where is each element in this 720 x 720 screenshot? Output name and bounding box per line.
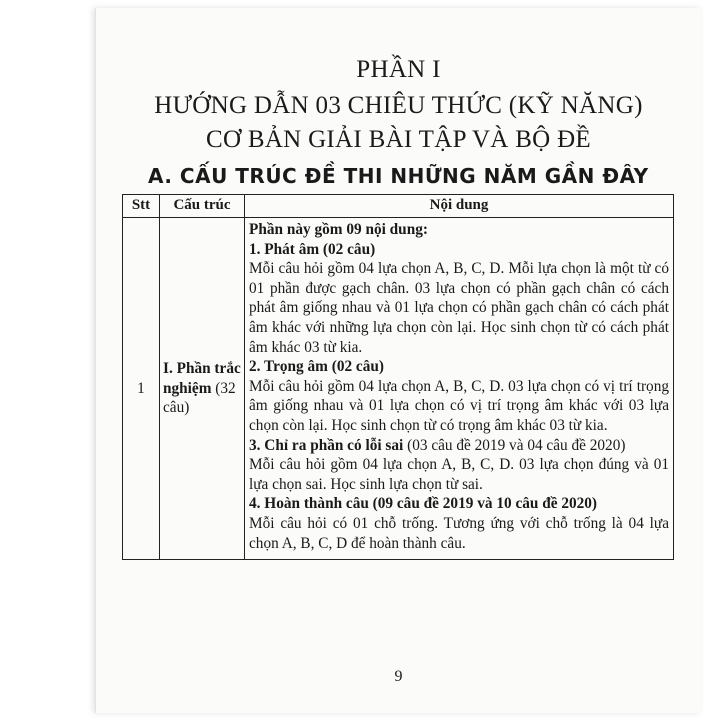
content-intro: Phần này gồm 09 nội dung: <box>249 221 428 238</box>
item-heading: 4. Hoàn thành câu (09 câu đề 2019 và 10 câu đề 2020) <box>249 495 598 513</box>
header-structure: Cấu trúc <box>160 195 245 218</box>
item-heading: 2. Trọng âm (02 câu) <box>249 358 384 376</box>
item-text: Mỗi câu hỏi gồm 04 lựa chọn A, B, C, D. 03 lựa chọn đúng và 01 lựa chọn sai. Học sinh lựa chọn từ sai. <box>249 456 669 493</box>
header-stt: Stt <box>123 195 160 218</box>
structure-count: (32 câu) <box>163 379 236 417</box>
table-row <box>123 218 674 560</box>
part-title: PHẦN I <box>356 56 441 83</box>
book-page <box>95 8 701 713</box>
header-content: Nội dung <box>245 195 674 218</box>
structure-table <box>122 194 674 560</box>
section-title: A. CẤU TRÚC ĐỀ THI NHỮNG NĂM GẦN ĐÂY <box>148 164 649 188</box>
structure-label: I. Phần trắc nghiệm <box>163 360 241 397</box>
row-structure <box>160 218 245 560</box>
table-header-row <box>123 195 674 218</box>
item-text: Mỗi câu hỏi gồm 04 lựa chọn A, B, C, D. 03 lựa chọn có vị trí trọng âm giống nhau và 01 lựa chọn có vị trí trọng âm khác với 03 lựa chọn còn lại. Học sinh chọn từ có trọng âm khác 03 từ kia. <box>249 377 669 434</box>
part-subtitle-line1: HƯỚNG DẪN 03 CHIÊU THỨC (KỸ NĂNG) <box>154 92 643 119</box>
item-text: Mỗi câu hỏi có 01 chỗ trống. Tương ứng với chỗ trống là 04 lựa chọn A, B, C, D để hoàn thành câu. <box>249 514 669 552</box>
item-heading-line <box>249 436 669 456</box>
row-stt: 1 <box>123 218 160 560</box>
part-subtitle-line2: CƠ BẢN GIẢI BÀI TẬP VÀ BỘ ĐỀ <box>205 126 592 153</box>
item-heading: 3. Chỉ ra phần có lỗi sai <box>249 436 404 454</box>
row-content <box>245 218 674 560</box>
item-heading: 1. Phát âm (02 câu) <box>249 240 376 258</box>
item-text: Mỗi câu hỏi gồm 04 lựa chọn A, B, C, D. Mỗi lựa chọn là một từ có 01 phần được gạch chân. 03 lựa chọn có phần gạch chân có cách phát âm giống nhau và 01 lựa chọn có phần gạch chân có cách phát âm khác với những lựa chọn còn lại. Học sinh chọn từ có cách phát âm khác 03 từ kia. <box>249 260 669 356</box>
page-number: 9 <box>394 668 403 685</box>
item-heading-suffix: (03 câu đề 2019 và 04 câu đề 2020) <box>403 436 626 454</box>
